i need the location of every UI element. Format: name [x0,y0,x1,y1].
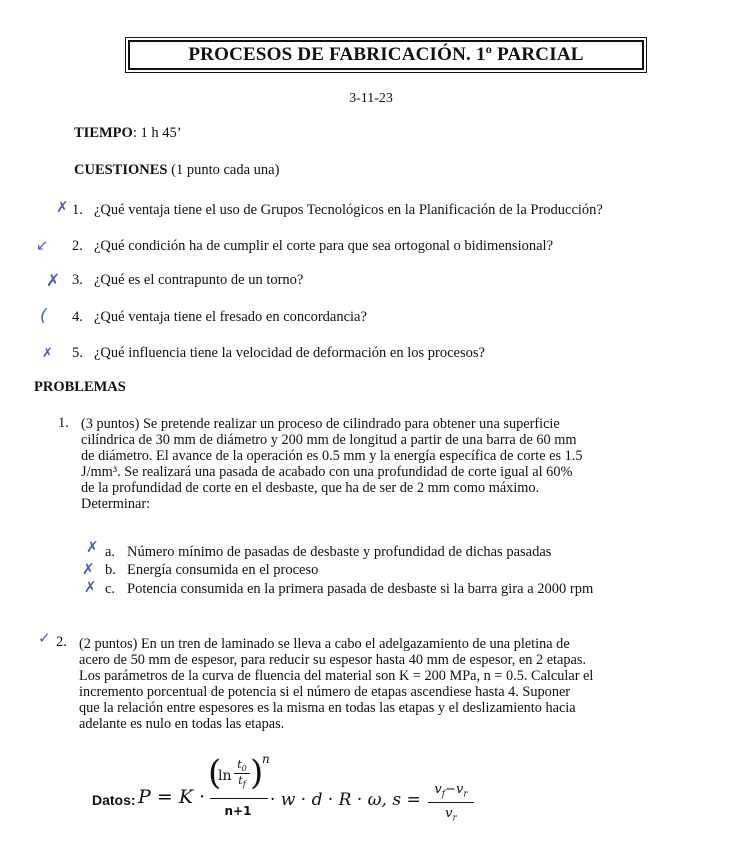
handwritten-mark-p2: ✓ [38,629,51,647]
question-item [72,272,303,289]
question-number: 5. [72,345,83,361]
question-text: ¿Qué influencia tiene la velocidad de deformación en los procesos? [94,345,485,361]
problem-line: (3 puntos) Se pretende realizar un proceso de cilindrado para obtener una superficie [81,416,560,432]
subitem-letter: b. [105,562,116,578]
formula-paren-left: ( [208,753,222,793]
formula-slip-fraction [426,782,476,830]
problem-line: (2 puntos) En un tren de laminado se lleva a cabo el adelgazamiento de una pletina de [79,636,570,652]
question-text: ¿Qué es el contrapunto de un torno? [94,272,304,288]
question-number: 1. [72,202,83,218]
problem-2-statement [79,636,673,732]
problem-line: J/mm³. Se realizará una pasada de acabado con una profundidad de corte igual al 60% [81,464,573,480]
problem-line: que la relación entre espesores es la misma en todas las etapas y el deslizamiento hacia [79,700,576,716]
time-line [74,125,182,142]
question-item [72,345,485,362]
handwritten-mark-q4: ( [40,306,47,326]
question-text: ¿Qué ventaja tiene el fresado en concordancia? [94,309,367,325]
subitem-letter: a. [105,544,116,560]
question-number: 3. [72,272,83,288]
question-number: 2. [72,238,83,254]
problem-line: Los parámetros de la curva de fluencia del material son K = 200 MPa, n = 0.5. Calcular el [79,668,594,684]
formula-rest: · w · d · R · ω, s = [270,790,421,810]
formula-dot: · [199,786,206,808]
problem-1-number: 1. [58,415,69,431]
question-item [72,309,367,326]
problem-line: de la profundidad de corte en el desbaste, que ha de ser de 2 mm como máximo. [81,480,540,496]
problem-line: acero de 50 mm de espesor, para reducir su espesor hasta 40 mm de espesor, en 2 etapas. [79,652,587,668]
problem-line: incremento porcentual de potencia si el número de etapas ascendiese hasta 4. Suponer [79,684,571,700]
handwritten-mark-b: ✗ [82,560,95,578]
subitem-b [105,562,318,579]
formula-slip-bar [428,802,474,803]
formula-left [138,786,205,808]
problem-line: Determinar: [81,496,151,512]
formula-exponent: n [262,752,270,766]
handwritten-mark-c: ✗ [84,578,97,596]
formula-tf: $t_f$ [238,774,246,790]
problem-1-statement [81,416,675,512]
formula-fraction [208,752,268,824]
problem-line: de diámetro. El avance de la operación es 0.5 mm y la energía específica de corte es 1.5 [81,448,583,464]
formula-K: K [178,786,194,808]
formula-main-bar [210,798,268,799]
problem-2-number: 2. [56,634,67,650]
questions-heading [74,162,279,179]
formula-paren-right: ) [250,753,264,793]
formula-slip-denominator: $v_r$ [445,806,457,824]
subitem-letter: c. [105,581,116,597]
questions-heading-note: (1 punto cada una) [167,162,280,178]
formula-denominator: n+1 [224,804,252,818]
question-text: ¿Qué condición ha de cumplir el corte para que sea ortogonal o bidimensional? [94,238,554,254]
problem-line: adelante es nulo en todas las etapas. [79,716,285,732]
problems-heading-text: PROBLEMAS [34,379,126,395]
handwritten-mark-q5: ✗ [42,346,53,361]
problem-line: cilíndrica de 30 mm de diámetro y 200 mm de longitud a partir de una barra de 60 mm [81,432,577,448]
problems-heading [34,379,126,396]
formula-t0: $t_0$ [237,758,247,774]
subitem-text: Número mínimo de pasadas de desbaste y profundidad de dichas pasadas [127,544,552,560]
data-label: Datos: [92,792,136,808]
subitem-a [105,544,551,561]
formula-slip-numerator: $v_f-v_r$ [434,782,468,800]
handwritten-mark-q2: ↙ [36,236,49,254]
subitem-text: Potencia consumida en la primera pasada de desbaste si la barra gira a 2000 rpm [127,581,594,597]
exam-date: 3-11-23 [349,91,393,106]
handwritten-mark-a: ✗ [86,538,99,556]
exam-title-text: PROCESOS DE FABRICACIÓN. 1º PARCIAL [188,44,584,65]
time-value: : 1 h 45’ [132,125,182,141]
formula-equals: = [156,786,173,808]
question-text: ¿Qué ventaja tiene el uso de Grupos Tecnológicos en la Planificación de la Producción? [94,202,603,218]
question-item [72,238,553,255]
questions-heading-text: CUESTIONES [74,162,168,178]
question-item [72,202,603,219]
subitem-text: Energía consumida en el proceso [127,562,319,578]
handwritten-mark-q1: ✗ [56,198,69,216]
formula-P: P [138,786,151,808]
formula-ln: ln [218,768,232,784]
question-number: 4. [72,309,83,325]
handwritten-mark-q3: ✗ [46,271,61,291]
subitem-c [105,581,593,598]
time-label: TIEMPO [74,125,133,141]
exam-title [128,40,644,70]
